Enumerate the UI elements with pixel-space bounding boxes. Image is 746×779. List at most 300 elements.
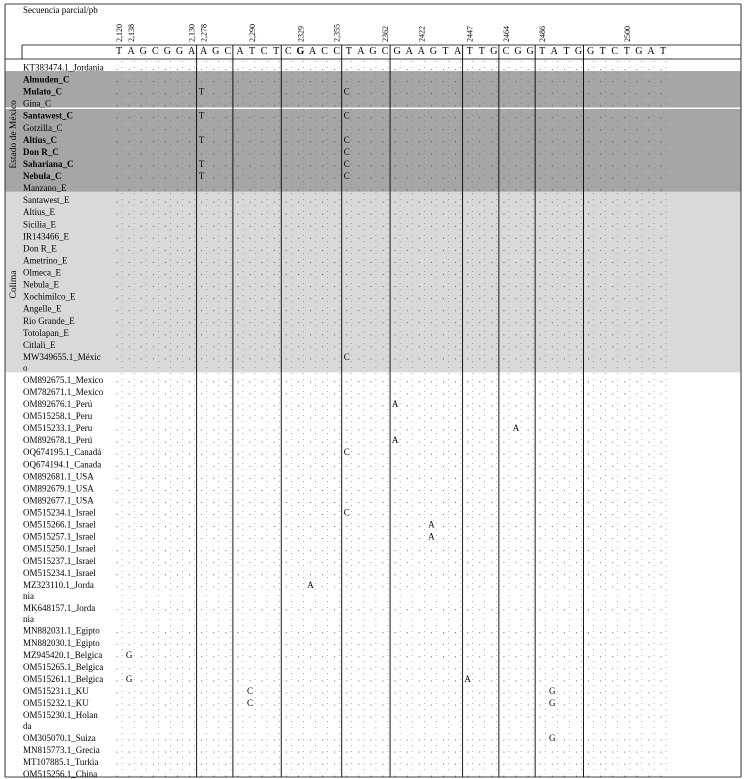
match-dot: [213, 334, 214, 335]
match-dot: [661, 609, 662, 610]
match-dot: [552, 129, 553, 130]
match-dot: [564, 764, 565, 765]
match-dot: [661, 668, 662, 669]
match-dot: [419, 334, 420, 335]
match-dot: [177, 153, 178, 154]
match-dot: [479, 538, 480, 539]
match-dot: [624, 105, 625, 106]
match-dot: [298, 117, 299, 118]
match-dot: [370, 381, 371, 382]
reference-base: C: [611, 46, 619, 57]
match-dot: [491, 668, 492, 669]
match-dot: [528, 214, 529, 215]
match-dot: [552, 393, 553, 394]
match-dot: [165, 141, 166, 142]
match-dot: [286, 417, 287, 418]
match-dot: [334, 405, 335, 406]
match-dot: [455, 177, 456, 178]
match-dot: [588, 705, 589, 706]
match-dot: [515, 739, 516, 740]
match-dot: [661, 466, 662, 467]
match-dot: [479, 752, 480, 753]
match-dot: [129, 190, 130, 191]
match-dot: [237, 680, 238, 681]
match-dot: [274, 93, 275, 94]
match-dot: [636, 502, 637, 503]
match-dot: [443, 226, 444, 227]
variant-base: C: [343, 86, 350, 97]
match-dot: [600, 93, 601, 94]
match-dot: [358, 502, 359, 503]
match-dot: [165, 358, 166, 359]
match-dot: [564, 105, 565, 106]
match-dot: [636, 322, 637, 323]
match-dot: [479, 502, 480, 503]
match-dot: [443, 668, 444, 669]
match-dot: [612, 692, 613, 693]
match-dot: [274, 129, 275, 130]
match-dot: [141, 514, 142, 515]
match-dot: [455, 214, 456, 215]
match-dot: [322, 190, 323, 191]
match-dot: [225, 692, 226, 693]
match-dot: [298, 668, 299, 669]
match-dot: [515, 165, 516, 166]
match-dot: [249, 141, 250, 142]
match-dot: [661, 739, 662, 740]
match-dot: [588, 117, 589, 118]
match-dot: [153, 381, 154, 382]
match-dot: [189, 490, 190, 491]
match-dot: [455, 680, 456, 681]
match-dot: [503, 214, 504, 215]
match-dot: [540, 490, 541, 491]
match-dot: [564, 393, 565, 394]
match-dot: [358, 286, 359, 287]
match-dot: [491, 274, 492, 275]
match-dot: [201, 81, 202, 82]
match-dot: [129, 632, 130, 633]
match-dot: [165, 668, 166, 669]
match-dot: [129, 752, 130, 753]
match-dot: [370, 358, 371, 359]
match-dot: [322, 550, 323, 551]
match-dot: [661, 141, 662, 142]
match-dot: [540, 298, 541, 299]
match-dot: [431, 298, 432, 299]
match-dot: [612, 562, 613, 563]
match-dot: [310, 705, 311, 706]
reference-base: C: [502, 46, 510, 57]
match-dot: [612, 502, 613, 503]
sequence-row: [23, 375, 662, 385]
match-dot: [612, 322, 613, 323]
match-dot: [455, 262, 456, 263]
match-dot: [540, 609, 541, 610]
match-dot: [479, 550, 480, 551]
match-dot: [648, 105, 649, 106]
match-dot: [262, 586, 263, 587]
match-dot: [201, 466, 202, 467]
match-dot: [334, 454, 335, 455]
match-dot: [177, 286, 178, 287]
match-dot: [491, 490, 492, 491]
position-label: 2,290: [248, 24, 258, 42]
match-dot: [189, 310, 190, 311]
match-dot: [322, 393, 323, 394]
match-dot: [286, 550, 287, 551]
match-dot: [165, 514, 166, 515]
match-dot: [382, 668, 383, 669]
match-dot: [286, 644, 287, 645]
match-dot: [274, 262, 275, 263]
match-dot: [443, 214, 444, 215]
match-dot: [189, 705, 190, 706]
match-dot: [491, 322, 492, 323]
match-dot: [358, 381, 359, 382]
match-dot: [225, 609, 226, 610]
match-dot: [370, 442, 371, 443]
match-dot: [600, 632, 601, 633]
match-dot: [249, 454, 250, 455]
match-dot: [576, 105, 577, 106]
match-dot: [153, 430, 154, 431]
match-dot: [322, 298, 323, 299]
match-dot: [443, 69, 444, 70]
reference-base: G: [212, 46, 220, 57]
match-dot: [479, 129, 480, 130]
match-dot: [298, 381, 299, 382]
match-dot: [612, 274, 613, 275]
match-dot: [334, 322, 335, 323]
match-dot: [491, 574, 492, 575]
match-dot: [528, 526, 529, 527]
match-dot: [286, 334, 287, 335]
match-dot: [153, 550, 154, 551]
match-dot: [286, 632, 287, 633]
match-dot: [600, 153, 601, 154]
sequence-label: Rio Grande_E: [23, 315, 75, 326]
match-dot: [588, 165, 589, 166]
match-dot: [588, 153, 589, 154]
match-dot: [165, 117, 166, 118]
match-dot: [310, 69, 311, 70]
match-dot: [576, 586, 577, 587]
match-dot: [116, 105, 117, 106]
match-dot: [648, 165, 649, 166]
match-dot: [552, 466, 553, 467]
match-dot: [310, 202, 311, 203]
match-dot: [576, 177, 577, 178]
match-dot: [636, 478, 637, 479]
match-dot: [576, 717, 577, 718]
match-dot: [588, 692, 589, 693]
match-dot: [322, 502, 323, 503]
match-dot: [177, 177, 178, 178]
match-dot: [346, 632, 347, 633]
sequence-row: [23, 532, 662, 542]
match-dot: [177, 692, 178, 693]
match-dot: [334, 717, 335, 718]
match-dot: [552, 81, 553, 82]
match-dot: [213, 405, 214, 406]
match-dot: [189, 81, 190, 82]
match-dot: [419, 514, 420, 515]
match-dot: [213, 81, 214, 82]
sequence-label: OQ674194.1_Canada: [23, 459, 102, 470]
match-dot: [564, 165, 565, 166]
match-dot: [249, 656, 250, 657]
match-dot: [491, 442, 492, 443]
match-dot: [213, 705, 214, 706]
match-dot: [153, 117, 154, 118]
match-dot: [407, 274, 408, 275]
match-dot: [177, 238, 178, 239]
match-dot: [431, 81, 432, 82]
match-dot: [600, 250, 601, 251]
match-dot: [455, 717, 456, 718]
match-dot: [177, 514, 178, 515]
match-dot: [552, 346, 553, 347]
match-dot: [141, 442, 142, 443]
match-dot: [382, 680, 383, 681]
match-dot: [431, 717, 432, 718]
group-shading-layer: [5, 71, 741, 372]
match-dot: [274, 405, 275, 406]
match-dot: [612, 574, 613, 575]
match-dot: [213, 105, 214, 106]
position-label: 2362: [381, 26, 391, 42]
reference-base: G: [393, 46, 401, 57]
match-dot: [141, 214, 142, 215]
match-dot: [322, 526, 323, 527]
match-dot: [455, 381, 456, 382]
match-dot: [334, 274, 335, 275]
match-dot: [503, 502, 504, 503]
match-dot: [213, 69, 214, 70]
match-dot: [479, 442, 480, 443]
match-dot: [491, 692, 492, 693]
match-dot: [165, 105, 166, 106]
match-dot: [237, 117, 238, 118]
match-dot: [467, 286, 468, 287]
match-dot: [286, 226, 287, 227]
match-dot: [370, 776, 371, 777]
match-dot: [116, 526, 117, 527]
match-dot: [443, 346, 444, 347]
match-dot: [528, 250, 529, 251]
match-dot: [636, 93, 637, 94]
match-dot: [322, 680, 323, 681]
match-dot: [286, 81, 287, 82]
match-dot: [661, 334, 662, 335]
match-dot: [515, 764, 516, 765]
reference-base: T: [660, 46, 667, 57]
match-dot: [588, 586, 589, 587]
match-dot: [624, 490, 625, 491]
match-dot: [588, 717, 589, 718]
match-dot: [564, 692, 565, 693]
match-dot: [358, 739, 359, 740]
match-dot: [552, 442, 553, 443]
match-dot: [129, 764, 130, 765]
match-dot: [322, 117, 323, 118]
match-dot: [503, 346, 504, 347]
match-dot: [661, 538, 662, 539]
match-dot: [310, 680, 311, 681]
match-dot: [153, 81, 154, 82]
match-dot: [334, 310, 335, 311]
match-dot: [515, 502, 516, 503]
match-dot: [407, 346, 408, 347]
match-dot: [443, 393, 444, 394]
sequence-row: [23, 662, 662, 672]
match-dot: [612, 430, 613, 431]
match-dot: [310, 752, 311, 753]
match-dot: [540, 644, 541, 645]
match-dot: [503, 538, 504, 539]
match-dot: [395, 334, 396, 335]
match-dot: [576, 705, 577, 706]
match-dot: [225, 668, 226, 669]
match-dot: [576, 764, 577, 765]
match-dot: [153, 764, 154, 765]
match-dot: [588, 81, 589, 82]
match-dot: [346, 680, 347, 681]
match-dot: [443, 442, 444, 443]
match-dot: [395, 644, 396, 645]
match-dot: [564, 405, 565, 406]
match-dot: [370, 69, 371, 70]
match-dot: [382, 692, 383, 693]
match-dot: [515, 752, 516, 753]
match-dot: [213, 574, 214, 575]
match-dot: [310, 478, 311, 479]
match-dot: [636, 562, 637, 563]
match-dot: [189, 69, 190, 70]
match-dot: [588, 680, 589, 681]
match-dot: [201, 550, 202, 551]
match-dot: [395, 393, 396, 394]
match-dot: [237, 346, 238, 347]
match-dot: [407, 705, 408, 706]
match-dot: [431, 574, 432, 575]
match-dot: [491, 105, 492, 106]
match-dot: [201, 526, 202, 527]
match-dot: [624, 310, 625, 311]
match-dot: [564, 358, 565, 359]
match-dot: [443, 310, 444, 311]
match-dot: [419, 346, 420, 347]
match-dot: [624, 358, 625, 359]
match-dot: [515, 717, 516, 718]
variant-base: T: [198, 86, 205, 97]
match-dot: [540, 177, 541, 178]
sequence-label: OM515261.1_Belgica: [23, 673, 104, 684]
match-dot: [479, 274, 480, 275]
match-dot: [322, 153, 323, 154]
match-dot: [431, 202, 432, 203]
match-dot: [334, 430, 335, 431]
match-dot: [274, 644, 275, 645]
match-dot: [334, 538, 335, 539]
match-dot: [322, 514, 323, 515]
sequence-row: [23, 471, 662, 481]
match-dot: [189, 153, 190, 154]
match-dot: [407, 680, 408, 681]
match-dot: [249, 346, 250, 347]
match-dot: [382, 430, 383, 431]
match-dot: [286, 514, 287, 515]
match-dot: [298, 632, 299, 633]
match-dot: [346, 644, 347, 645]
match-dot: [431, 393, 432, 394]
match-dot: [310, 609, 311, 610]
match-dot: [612, 141, 613, 142]
match-dot: [225, 538, 226, 539]
match-dot: [588, 286, 589, 287]
match-dot: [249, 526, 250, 527]
match-dot: [624, 717, 625, 718]
match-dot: [600, 177, 601, 178]
match-dot: [395, 141, 396, 142]
match-dot: [407, 562, 408, 563]
match-dot: [503, 656, 504, 657]
match-dot: [503, 238, 504, 239]
match-dot: [515, 358, 516, 359]
match-dot: [419, 574, 420, 575]
match-dot: [491, 454, 492, 455]
match-dot: [600, 526, 601, 527]
match-dot: [213, 346, 214, 347]
match-dot: [322, 274, 323, 275]
match-dot: [395, 238, 396, 239]
match-dot: [237, 514, 238, 515]
match-dot: [588, 668, 589, 669]
match-dot: [612, 514, 613, 515]
match-dot: [322, 644, 323, 645]
match-dot: [443, 739, 444, 740]
match-dot: [491, 310, 492, 311]
match-dot: [165, 298, 166, 299]
match-dot: [286, 502, 287, 503]
match-dot: [588, 632, 589, 633]
match-dot: [322, 776, 323, 777]
match-dot: [576, 117, 577, 118]
match-dot: [237, 226, 238, 227]
match-dot: [564, 430, 565, 431]
match-dot: [129, 739, 130, 740]
match-dot: [165, 153, 166, 154]
match-dot: [431, 190, 432, 191]
match-dot: [189, 764, 190, 765]
match-dot: [564, 238, 565, 239]
match-dot: [141, 466, 142, 467]
match-dot: [225, 105, 226, 106]
match-dot: [624, 274, 625, 275]
match-dot: [358, 454, 359, 455]
match-dot: [576, 502, 577, 503]
match-dot: [395, 550, 396, 551]
match-dot: [141, 562, 142, 563]
match-dot: [491, 764, 492, 765]
match-dot: [407, 117, 408, 118]
sequence-label: MN882030.1_Egipto: [23, 637, 100, 648]
match-dot: [455, 141, 456, 142]
match-dot: [165, 502, 166, 503]
match-dot: [467, 105, 468, 106]
match-dot: [431, 764, 432, 765]
